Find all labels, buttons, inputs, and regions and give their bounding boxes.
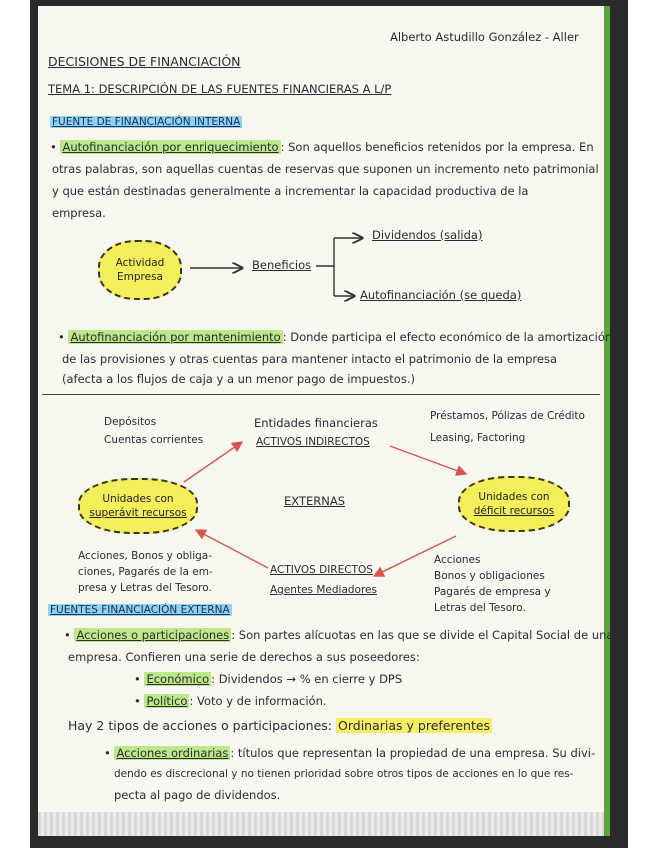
direct-assets-text: ACTIVOS DIRECTOS: [270, 564, 373, 576]
autof2-line3: (afecta a los flujos de caja y a un menor pago de impuestos.): [62, 372, 415, 386]
section-divider: [42, 394, 600, 395]
economic-right: • Económico : Dividendos → % en cierre y DPS: [134, 672, 403, 686]
benefits-label: Beneficios: [252, 258, 312, 272]
financial-entities-text: Entidades financieras: [254, 416, 378, 430]
notebook-page: [38, 6, 616, 836]
page-title: DECISIONES DE FINANCIACIÓN: [48, 54, 241, 69]
bottom-right-line2: Bonos y obligaciones: [434, 570, 545, 582]
autof2-line2: de las provisiones y otras cuentas para mantener intacto el patrimonio de la empresa: [62, 352, 557, 366]
political-right: • Político : Voto y de información.: [134, 694, 327, 708]
binder-strip: [38, 812, 604, 836]
autof2-label: Autofinanciación por mantenimiento: [70, 330, 281, 344]
external-center-label: EXTERNAS: [284, 494, 345, 508]
loans-text: Préstamos, Pólizas de Crédito: [430, 410, 585, 422]
internal-heading: FUENTE DE FINANCIACIÓN INTERNA: [52, 116, 241, 128]
share-types-line: Hay 2 tipos de acciones o participaciones: Ordinarias y preferentes: [68, 718, 491, 733]
author-signature: Alberto Astudillo González - Aller: [390, 30, 579, 44]
topic-title: TEMA 1: DESCRIPCIÓN DE LAS FUENTES FINANCIERAS A L/P: [48, 82, 392, 96]
leasing-text: Leasing, Factoring: [430, 432, 526, 444]
ordinary-line2: dendo es discrecional y no tienen prioridad sobre otros tipos de acciones en lo que res-: [114, 768, 574, 780]
activity-cloud: Actividad Empresa: [98, 240, 182, 300]
shares-label: Acciones o participaciones: [76, 628, 230, 642]
autof1-line4: empresa.: [52, 206, 106, 220]
shares-line1: • Acciones o participaciones : Son partes alícuotas en las que se divide el Capital Social de una: [64, 628, 614, 642]
bottom-left-line2: ciones, Pagarés de la em-: [78, 566, 213, 578]
deficit-cloud: Unidades con déficit recursos: [458, 476, 570, 532]
external-heading: FUENTES FINANCIACIÓN EXTERNA: [50, 604, 230, 616]
ordinary-line1: • Acciones ordinarias : títulos que representan la propiedad de una empresa. Su divi-: [104, 746, 596, 760]
ordinary-line3: pecta al pago de dividendos.: [114, 788, 281, 802]
bottom-right-line1: Acciones: [434, 554, 481, 566]
autof2-line1: • Autofinanciación por mantenimiento : Donde participa el efecto económico de la amortización,: [58, 330, 616, 344]
selffinancing-label: Autofinanciación (se queda): [360, 288, 522, 302]
ordinary-label: Acciones ordinarias: [116, 746, 229, 760]
indirect-assets-text: ACTIVOS INDIRECTOS: [256, 436, 370, 448]
bottom-left-line3: presa y Letras del Tesoro.: [78, 582, 212, 594]
accounts-text: Cuentas corrientes: [104, 434, 204, 446]
surplus-cloud: Unidades con superávit recursos: [78, 478, 198, 534]
mediators-text: Agentes Mediadores: [270, 584, 377, 596]
deposits-text: Depósitos: [104, 416, 157, 428]
shares-line2: empresa. Confieren una serie de derechos a sus poseedores:: [68, 650, 420, 664]
bottom-left-line1: Acciones, Bonos y obliga-: [78, 550, 213, 562]
dividends-label: Dividendos (salida): [372, 228, 483, 242]
autof1-line2: otras palabras, son aquellas cuentas de reservas que suponen un incremento neto patrimonial: [52, 162, 599, 176]
autof1-line1: • Autofinanciación por enriquecimiento : Son aquellos beneficios retenidos por la empresa. En: [50, 140, 594, 154]
autof1-line3: y que están destinadas generalmente a incrementar la capacidad productiva de la: [52, 184, 529, 198]
bottom-right-line3: Pagarés de empresa y: [434, 586, 551, 598]
bottom-right-line4: Letras del Tesoro.: [434, 602, 526, 614]
autof1-label: Autofinanciación por enriquecimiento: [62, 140, 279, 154]
